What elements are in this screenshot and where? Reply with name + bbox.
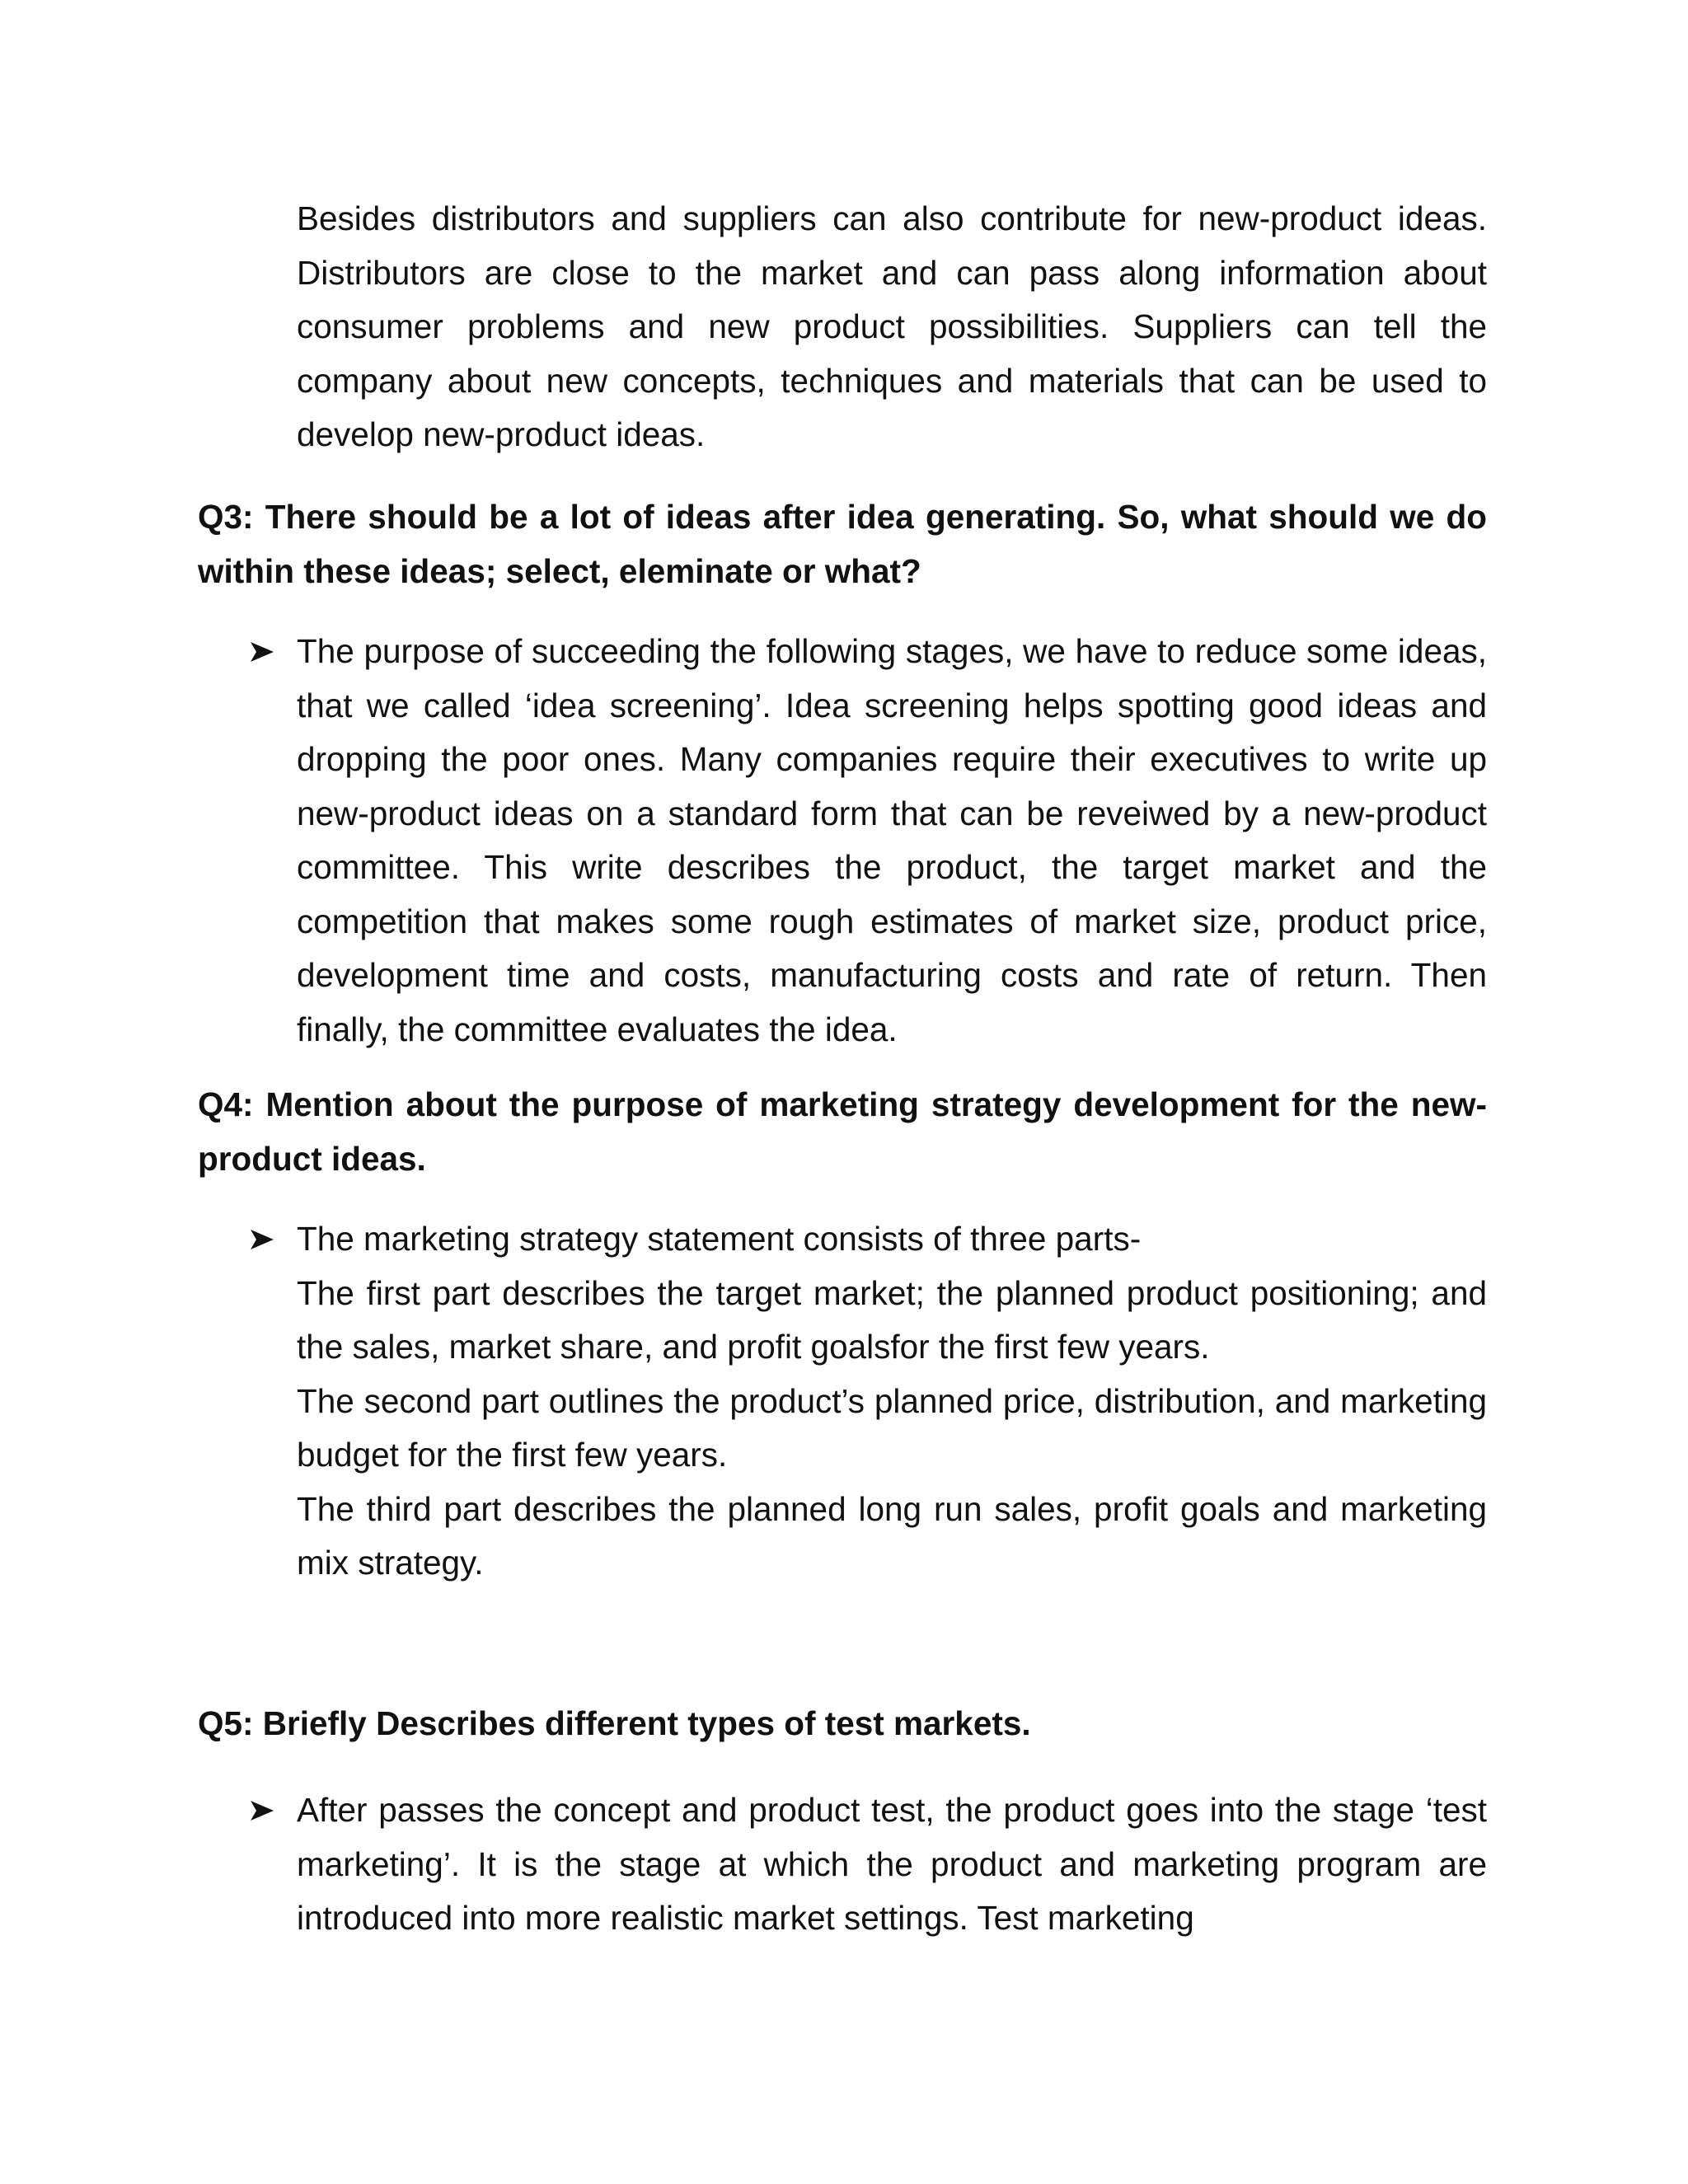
q3-answer-text: The purpose of succeeding the following stages, we have to reduce some ideas, that we called ‘idea screening’. Idea screening helps spotting good ideas and dropping the poor ones. Many companies require their executives to write up new-product ideas on a standard form that can be reveiwed by a new-product committee. This write describes the product, the target market and the competition that makes some rough estimates of market size, product price, development time and costs, manufacturing costs and rate of return. Then finally, the committee evaluates the idea.: [297, 632, 1487, 1048]
q5-heading: Q5: Briefly Describes different types of test markets.: [198, 1704, 1031, 1742]
q3-answer-bullet: [297, 625, 1487, 1057]
arrow-bullet-icon: [246, 1212, 279, 1266]
q4-answer-bullet: [297, 1212, 1487, 1591]
q3-heading: Q3: There should be a lot of ideas after idea generating. So, what should we do within these ideas; select, eleminate or what?: [198, 498, 1487, 590]
q4-answer-lead: The marketing strategy statement consists of three parts-: [297, 1220, 1142, 1258]
q5-answer-bullet: [297, 1783, 1487, 1946]
q4-answer-part2: The second part outlines the product’s planned price, distribution, and marketing budget for the first few years.: [297, 1381, 1487, 1474]
q4-answer-part3: The third part describes the planned long run sales, profit goals and marketing mix strategy.: [297, 1489, 1487, 1582]
q5-answer-text: After passes the concept and product test, the product goes into the stage ‘test marketing’. It is the stage at which the product and marketing program are introduced into more realistic market settings. Test marketing: [297, 1791, 1487, 1937]
q4-answer-part1: The first part describes the target market; the planned product positioning; and the sales, market share, and profit goalsfor the first few years.: [297, 1273, 1487, 1366]
q4-heading: Q4: Mention about the purpose of marketing strategy development for the new-product ideas.: [198, 1085, 1487, 1178]
intro-paragraph: Besides distributors and suppliers can also contribute for new-product ideas. Distributors are close to the market and can pass along information about consumer problems and new product possibilities. Suppliers can tell the company about new concepts, techniques and materials that can be used to develop new-product ideas.: [297, 199, 1487, 453]
arrow-bullet-icon: [246, 1783, 279, 1837]
arrow-bullet-icon: [246, 625, 279, 678]
